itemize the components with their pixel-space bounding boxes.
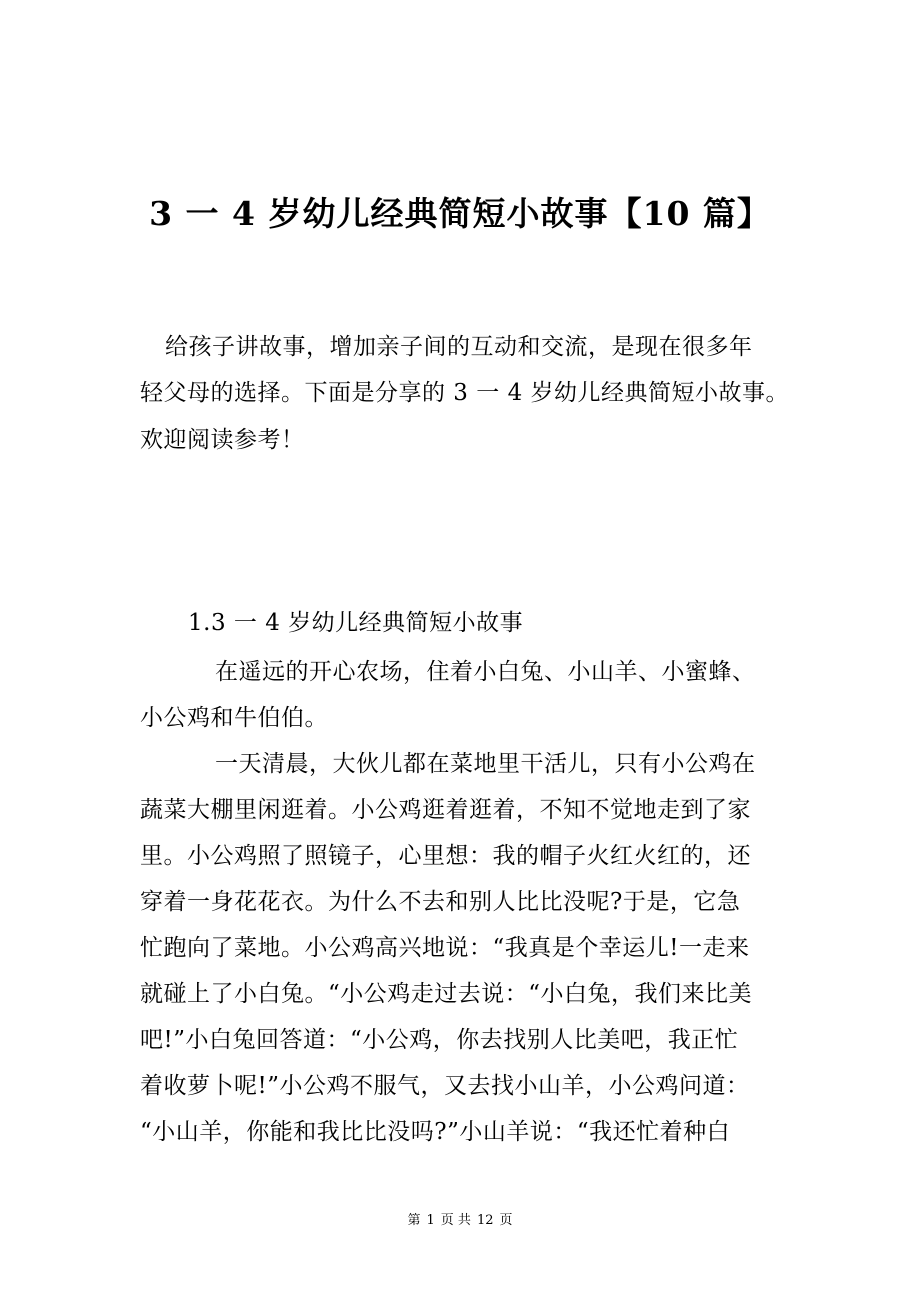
- story-line: 里。小公鸡照了照镜子，心里想：我的帽子火红火红的，还: [140, 843, 751, 869]
- story-line: 小公鸡和牛伯伯。: [140, 705, 328, 731]
- story-line: 吧!”小白兔回答道：“小公鸡，你去找别人比美吧，我正忙: [140, 1027, 739, 1053]
- story-line: 着收萝卜呢!”小公鸡不服气，又去找小山羊，小公鸡问道：: [140, 1073, 750, 1099]
- document-title: 3 一 4 岁幼儿经典简短小故事【10 篇】: [149, 194, 771, 233]
- story-line: 穿着一身花花衣。为什么不去和别人比比没呢?于是，它急: [140, 889, 741, 915]
- footer-page-number: 1: [426, 1213, 435, 1228]
- story-line: 忙跑向了菜地。小公鸡高兴地说：“我真是个幸运儿!一走来: [140, 935, 750, 961]
- section-heading: 1.3 一 4 岁幼儿经典简短小故事: [188, 610, 524, 636]
- intro-line: 欢迎阅读参考！: [140, 427, 305, 453]
- story-line: 一天清晨，大伙儿都在菜地里干活儿，只有小公鸡在: [215, 751, 756, 777]
- page-footer: [0, 1209, 920, 1228]
- story-line: 就碰上了小白兔。“小公鸡走过去说：“小白兔，我们来比美: [140, 981, 753, 1007]
- intro-line: 给孩子讲故事，增加亲子间的互动和交流，是现在很多年: [165, 334, 753, 360]
- footer-prefix: 第: [407, 1213, 421, 1228]
- story-line: “小山羊，你能和我比比没吗?”小山羊说：“我还忙着种白: [140, 1119, 731, 1145]
- footer-middle: 页 共: [440, 1213, 471, 1228]
- intro-line: 轻父母的选择。下面是分享的 3 一 4 岁幼儿经典简短小故事。: [140, 380, 790, 406]
- footer-suffix: 页: [499, 1213, 513, 1228]
- story-line: 蔬菜大棚里闲逛着。小公鸡逛着逛着，不知不觉地走到了家: [140, 797, 751, 823]
- story-line: 在遥远的开心农场，住着小白兔、小山羊、小蜜蜂、: [215, 659, 756, 685]
- footer-total-pages: 12: [476, 1213, 494, 1228]
